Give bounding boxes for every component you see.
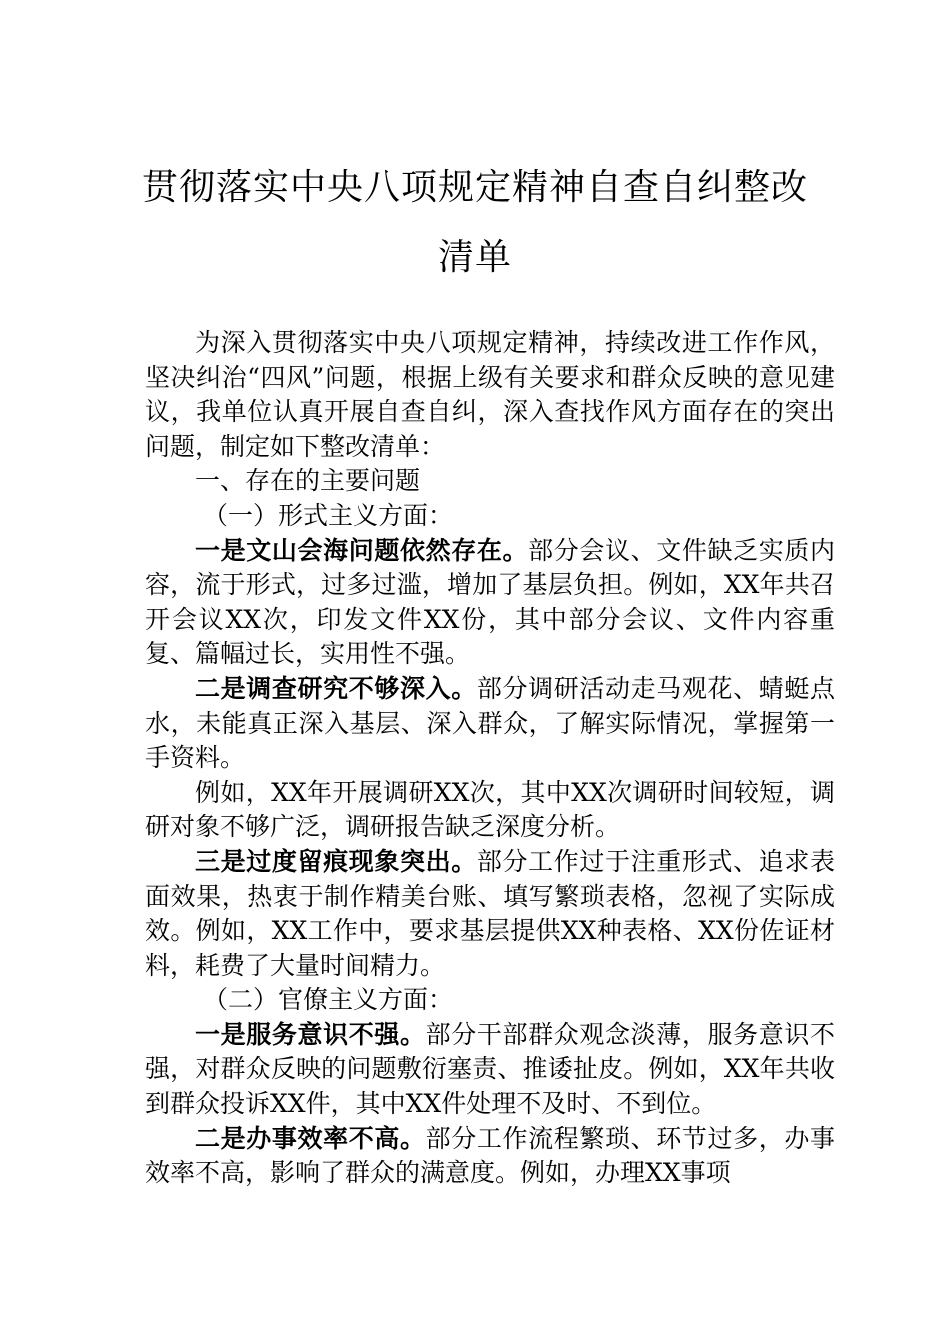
problem-item-5-text: 部分工作流程繁琐、环节过多，办事效率不高，影响了群众的满意度。例如，办理XX事项 — [145, 1123, 835, 1188]
document-body — [145, 326, 835, 1191]
problem-item-1-text: 部分会议、文件缺乏实质内容，流于形式，过多过滥，增加了基层负担。例如，XX年共召开会议XX次，印发文件XX份，其中部分会议、文件内容重复、篇幅过长，实用性不强。 — [145, 535, 835, 669]
problem-item-1-lead: 一是文山会海问题依然存在。 — [195, 535, 529, 565]
problem-item-2-lead: 二是调查研究不够深入。 — [195, 673, 477, 703]
document-title-line-2: 清单 — [437, 237, 512, 278]
problem-item-5-lead: 二是办事效率不高。 — [195, 1123, 426, 1153]
problem-item-3 — [145, 845, 835, 983]
problem-item-2 — [145, 672, 835, 776]
problem-item-3-text: 部分工作过于注重形式、追求表面效果，热衷于制作精美台账、填写繁琐表格，忽视了实际成效。例如，XX工作中，要求基层提供XX种表格、XX份佐证材料，耗费了大量时间精力。 — [145, 846, 835, 980]
problem-item-4-lead: 一是服务意识不强。 — [195, 1019, 426, 1049]
problem-item-1 — [145, 534, 835, 672]
problem-item-2-text: 部分调研活动走马观花、蜻蜓点水，未能真正深入基层、深入群众，了解实际情况，掌握第一手资料。 — [145, 673, 835, 773]
subsection-heading-bureaucratism: （二）官僚主义方面： — [203, 985, 454, 1015]
subsection-heading-formalism: （一）形式主义方面： — [203, 500, 454, 530]
section-heading-problems: 一、存在的主要问题 — [195, 466, 421, 496]
problem-item-3-lead: 三是过度留痕现象突出。 — [195, 846, 477, 876]
problem-item-5 — [145, 1122, 835, 1191]
intro-paragraph: 为深入贯彻落实中央八项规定精神，持续改进工作作风，坚决纠治“四风”问题，根据上级有关要求和群众反映的意见建议，我单位认真开展自查自纠，深入查找作风方面存在的突出问题，制定如下整改清单： — [145, 328, 835, 461]
problem-item-4 — [145, 1018, 835, 1122]
problem-item-4-text: 部分干部群众观念淡薄，服务意识不强，对群众反映的问题敷衍塞责、推诿扯皮。例如，XX年共收到群众投诉XX件，其中XX件处理不及时、不到位。 — [145, 1019, 835, 1119]
document-title-line-1: 贯彻落实中央八项规定精神自查自纠整改 — [141, 167, 808, 208]
problem-item-2-example: 例如，XX年开展调研XX次，其中XX次调研时间较短，调研对象不够广泛，调研报告缺乏深度分析。 — [145, 777, 835, 842]
